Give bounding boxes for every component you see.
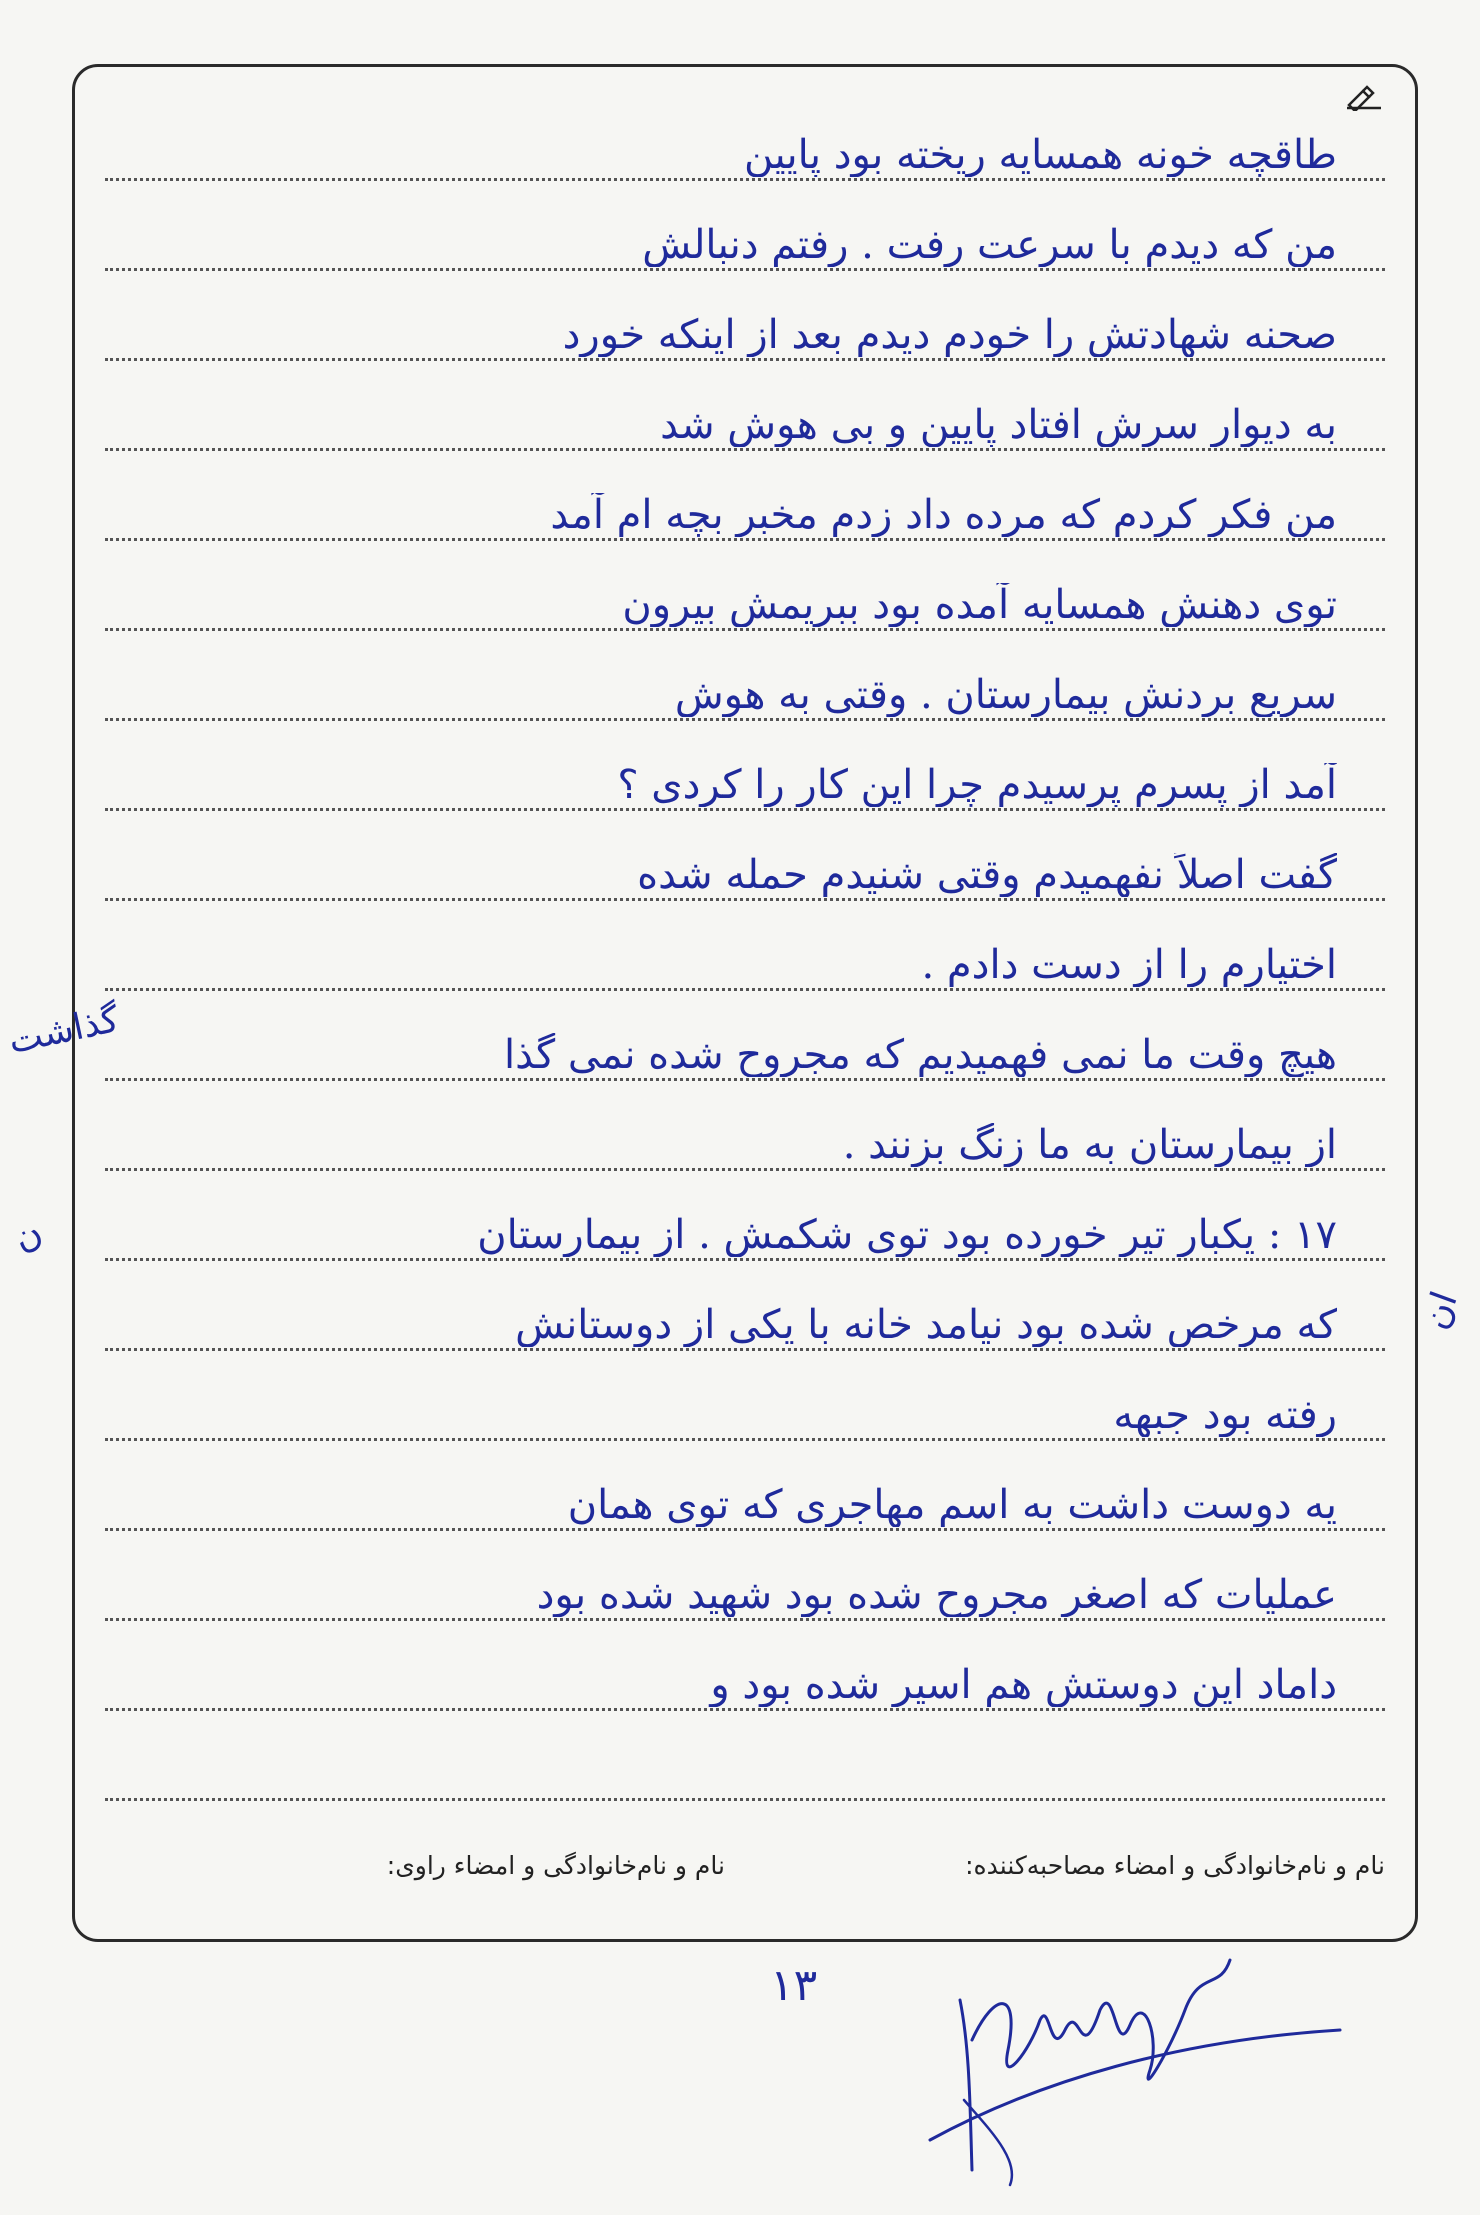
line-text: آمد از پسرم پرسیدم چرا این کار را کردی ؟ <box>617 763 1337 807</box>
margin-note-gozasht: گذاشت <box>4 998 123 1063</box>
text-line <box>105 651 1385 735</box>
text-line <box>105 1371 1385 1455</box>
line-text: رفته بود جبهه <box>1113 1393 1337 1437</box>
text-line <box>105 1731 1385 1815</box>
text-line <box>105 831 1385 915</box>
line-text: داماد این دوستش هم اسیر شده بود و <box>710 1663 1337 1707</box>
page-number: ۱۳ <box>770 1960 818 2011</box>
text-line <box>105 1461 1385 1545</box>
text-line <box>105 111 1385 195</box>
text-line <box>105 921 1385 1005</box>
text-line <box>105 561 1385 645</box>
text-line <box>105 1011 1385 1095</box>
line-text: گفت اصلاً نفهمیدم وقتی شنیدم حمله شده <box>637 853 1337 897</box>
text-line <box>105 201 1385 285</box>
text-line <box>105 1101 1385 1185</box>
line-text: هیچ وقت ما نمی فهمیدیم که مجروح شده نمی گذا <box>503 1033 1337 1077</box>
line-text: سریع بردنش بیمارستان . وقتی به هوش <box>674 673 1337 717</box>
narrator-signature-label: نام و نام‌خانوادگی و امضاء راوی: <box>386 1851 725 1880</box>
interviewer-signature-label: نام و نام‌خانوادگی و امضاء مصاحبه‌کننده: <box>965 1851 1385 1880</box>
text-line <box>105 471 1385 555</box>
handwritten-signature <box>900 1930 1360 2190</box>
line-text: من که دیدم با سرعت رفت . رفتم دنبالش <box>642 223 1337 267</box>
line-text: عملیات که اصغر مجروح شده بود شهید شده بود <box>536 1573 1337 1617</box>
margin-note-side-bottom: ان <box>1414 1286 1466 1335</box>
text-line <box>105 381 1385 465</box>
line-text: که مرخص شده بود نیامد خانه با یکی از دوستانش <box>515 1303 1337 1347</box>
text-line <box>105 291 1385 375</box>
line-text: اختیارم را از دست دادم . <box>921 943 1337 987</box>
text-line <box>105 1191 1385 1275</box>
line-text: از بیمارستان به ما زنگ بزنند . <box>842 1123 1337 1167</box>
signature-captions <box>105 1851 1385 1891</box>
text-line <box>105 1281 1385 1365</box>
line-text: توی دهنش همسایه آمده بود ببریمش بیرون <box>622 583 1337 627</box>
line-text: به دیوار سرش افتاد پایین و بی هوش شد <box>660 403 1337 447</box>
interview-sheet-frame <box>72 64 1418 1942</box>
handwritten-lines <box>105 67 1385 1939</box>
line-text: یه دوست داشت به اسم مهاجری که توی همان <box>567 1483 1337 1527</box>
line-text: صحنه شهادتش را خودم دیدم بعد از اینکه خورد <box>562 313 1337 357</box>
line-text: ۱۷ : یکبار تیر خورده بود توی شکمش . از بیمارستان <box>477 1213 1337 1257</box>
text-line <box>105 1641 1385 1725</box>
margin-note-side-top: ن <box>5 1211 49 1260</box>
line-text: من فکر کردم که مرده داد زدم مخبر بچه ام آمد <box>550 493 1337 537</box>
line-text: طاقچه خونه همسایه ریخته بود پایین <box>744 133 1337 177</box>
text-line <box>105 741 1385 825</box>
text-line <box>105 1551 1385 1635</box>
